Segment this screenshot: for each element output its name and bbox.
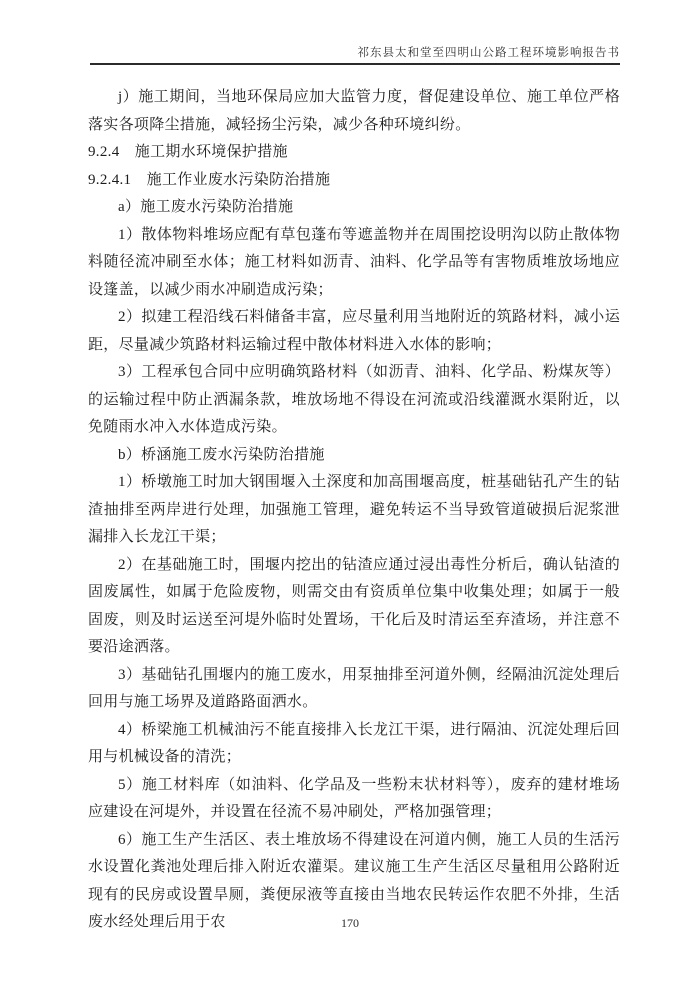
paragraph-a-item-2: 2）拟建工程沿线石料储备丰富，应尽量利用当地附近的筑路材料，减小运距，尽量减少筑路材料运输过程中散体材料进入水体的影响； [88, 309, 620, 353]
paragraph-b: b）桥涵施工废水污染防治措施 [118, 446, 325, 463]
paragraph-b-item-5: 5）施工材料库（如油料、化学品及一些粉末状材料等），废弃的建材堆场应建设在河堤外，并设置在径流不易冲刷处，严格加强管理； [88, 776, 620, 820]
paragraph-b-item-4: 4）桥梁施工机械油污不能直接排入长龙江干渠，进行隔油、沉淀处理后回用与机械设备的清洗； [88, 721, 620, 765]
paragraph-a-item-3: 3）工程承包合同中应明确筑路材料（如沥青、油料、化学品、粉煤灰等）的运输过程中防止洒漏条款，堆放场地不得设在河流或沿线灌溉水渠附近，以免随雨水冲入水体造成污染。 [88, 364, 620, 435]
document-body [88, 84, 620, 937]
header-divider [90, 63, 620, 65]
paragraph-b-item-6: 6）施工生产生活区、表土堆放场不得建设在河道内侧，施工人员的生活污水设置化粪池处理后排入附近农灌渠。建议施工生产生活区尽量租用公路附近现有的民房或设置旱厕，粪便尿液等直接由当地农民转运作农肥不外排，生活废水经处理后用于农 [88, 831, 620, 930]
paragraph-j: j）施工期间，当地环保局应加大监管力度，督促建设单位、施工单位严格落实各项降尘措施，减轻扬尘污染，减少各种环境纠纷。 [88, 89, 620, 133]
page-header-title: 祁东县太和堂至四明山公路工程环境影响报告书 [357, 47, 620, 59]
paragraph-b-item-2: 2）在基础施工时，围堰内挖出的钻渣应通过浸出毒性分析后，确认钻渣的固废属性，如属于危险废物，则需交由有资质单位集中收集处理；如属于一般固废，则及时运送至河堤外临时处置场，干化后及时清运至弃渣场，并注意不要沿途洒落。 [88, 556, 620, 655]
paragraph-a: a）施工废水污染防治措施 [118, 199, 294, 215]
page-number: 170 [341, 916, 359, 930]
heading-9-2-4-1: 9.2.4.1 施工作业废水污染防治措施 [88, 171, 331, 188]
paragraph-b-item-3: 3）基础钻孔围堰内的施工废水，用泵抽排至河道外侧，经隔油沉淀处理后回用与施工场界及道路路面洒水。 [88, 666, 620, 710]
paragraph-a-item-1: 1）散体物料堆场应配有草包蓬布等遮盖物并在周围挖设明沟以防止散体物料随径流冲刷至水体；施工材料如沥青、油料、化学品等有害物质堆放场地应设篷盖，以减少雨水冲刷造成污染； [88, 226, 620, 298]
paragraph-b-item-1: 1）桥墩施工时加大钢围堰入土深度和加高围堰高度，桩基础钻孔产生的钻渣抽排至两岸进行处理，加强施工管理，避免转运不当导致管道破损后泥浆泄漏排入长龙江干渠； [88, 474, 620, 545]
heading-9-2-4: 9.2.4 施工期水环境保护措施 [88, 144, 288, 160]
